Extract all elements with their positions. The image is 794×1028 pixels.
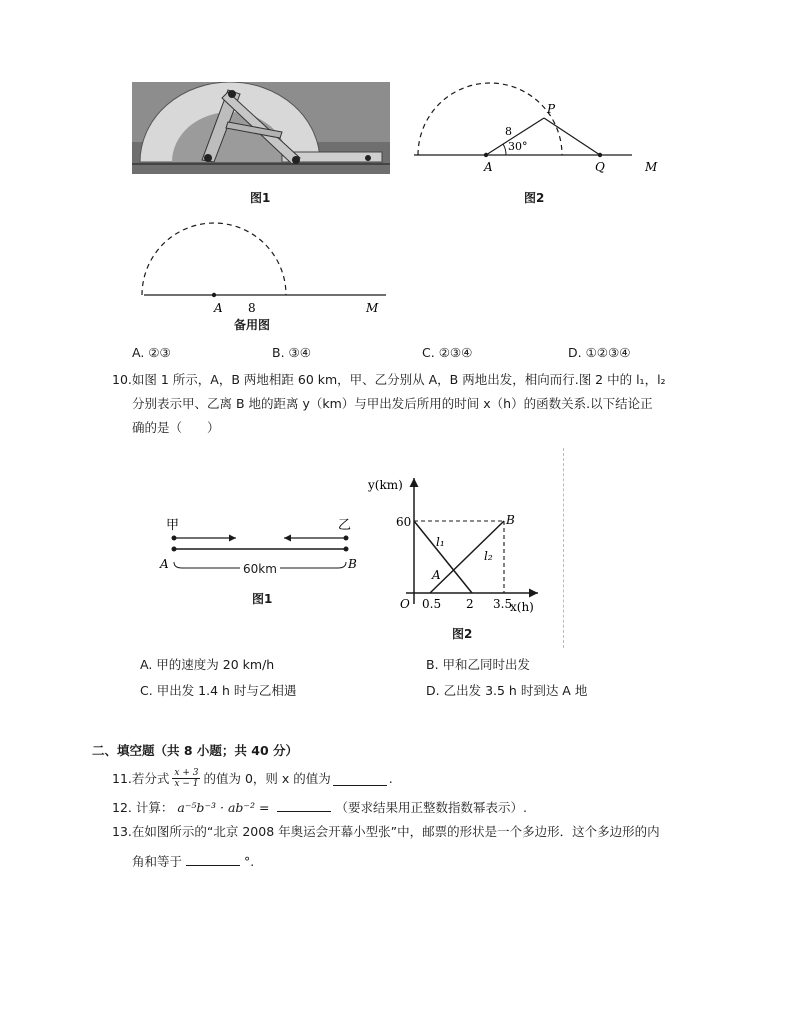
label-yi: 乙 xyxy=(338,518,352,533)
point-a xyxy=(484,153,488,157)
q10-option-d[interactable]: D. 乙出发 3.5 h 时到达 A 地 xyxy=(426,683,588,698)
dashed-semicircle xyxy=(142,223,286,295)
line-l2 xyxy=(430,521,504,593)
label-m: M xyxy=(645,160,658,174)
label-a: A xyxy=(160,557,169,571)
q11: 11. 若分式 $\frac{x + 3}{x - 1}$ 的值为 0，则 x 的值为 . xyxy=(112,767,393,789)
page-divider-dashed xyxy=(563,448,564,648)
fig1-caption: 图1 xyxy=(250,191,271,205)
fig2-diagram xyxy=(410,82,680,182)
dashed-semicircle xyxy=(418,83,562,155)
q13-answer-blank[interactable] xyxy=(186,851,240,866)
label-a: A xyxy=(484,160,493,174)
q13-line1: 13.在如图所示的“北京 2008 年奥运会开幕小型张”中，邮票的形状是一个多边形．这个多边形的内 xyxy=(112,824,660,839)
q10-option-c[interactable]: C. 甲出发 1.4 h 时与乙相遇 xyxy=(140,683,297,698)
q12: 12. 计算： a⁻⁵b⁻³ · ab⁻² = （要求结果用正整数指数幂表示）. xyxy=(112,797,527,816)
label-b: B xyxy=(348,557,357,571)
tick-3-5: 3.5 xyxy=(493,597,513,611)
fig2-caption: 图2 xyxy=(524,191,545,205)
q12-expression: a⁻⁵b⁻³ · ab⁻² = xyxy=(177,800,270,815)
q9-option-b[interactable]: B. ③④ xyxy=(272,345,311,360)
q9-option-a[interactable]: A. ②③ xyxy=(132,345,171,360)
dot-jia xyxy=(172,536,177,541)
q12-answer-blank[interactable] xyxy=(277,797,331,812)
origin-label: O xyxy=(400,597,410,611)
q10-text-line1: 10.如图 1 所示，A，B 两地相距 60 km，甲、乙分别从 A，B 两地出发，相向而行.图 2 中的 l₁，l₂ xyxy=(112,372,666,387)
label-jia: 甲 xyxy=(166,518,180,533)
q9-option-d[interactable]: D. ①②③④ xyxy=(568,345,631,360)
backup-diagram xyxy=(138,220,388,320)
q10-option-b[interactable]: B. 甲和乙同时出发 xyxy=(426,657,531,672)
label-8: 8 xyxy=(505,125,512,138)
label-p: P xyxy=(547,102,556,116)
fraction xyxy=(172,768,200,789)
line-l1 xyxy=(414,521,472,593)
label-q: Q xyxy=(595,160,605,174)
label-a: A xyxy=(432,568,441,582)
label-m: M xyxy=(366,301,379,315)
label-a: A xyxy=(214,301,223,315)
segment-pq xyxy=(544,118,600,155)
label-l1: l₁ xyxy=(436,535,445,549)
y-axis-label: y(km) xyxy=(368,478,403,492)
point-b xyxy=(344,547,349,552)
label-8: 8 xyxy=(248,301,256,315)
fraction-denominator: x − 1 xyxy=(174,778,199,789)
point-a xyxy=(172,547,177,552)
q11-answer-blank[interactable] xyxy=(333,771,387,786)
q10-text-line2: 分别表示甲、乙离 B 地的距离 y（km）与甲出发后所用的时间 x（h）的函数关系.以下结论正 xyxy=(132,396,653,411)
angle-arc xyxy=(503,144,506,155)
q13-line2: 角和等于 °. xyxy=(132,851,254,870)
fig1-photo xyxy=(132,82,390,174)
label-30deg: 30° xyxy=(508,140,528,153)
dot-yi xyxy=(344,536,349,541)
fraction-numerator: x + 3 xyxy=(174,767,199,778)
q10-fig1-distance: 60km xyxy=(240,562,280,576)
tick-0-5: 0.5 xyxy=(422,597,442,611)
tick-2: 2 xyxy=(466,597,474,611)
q9-option-c[interactable]: C. ②③④ xyxy=(422,345,473,360)
protractor-photo-illustration xyxy=(132,82,390,174)
tick-60: 60 xyxy=(396,515,412,529)
point-a xyxy=(212,293,216,297)
q10-fig2-graph xyxy=(362,470,562,620)
label-l2: l₂ xyxy=(484,549,493,563)
q10-text-line3: 确的是（ ） xyxy=(132,420,220,435)
q10-fig1-caption: 图1 xyxy=(252,592,273,606)
backup-caption: 备用图 xyxy=(234,318,271,332)
q10-option-a[interactable]: A. 甲的速度为 20 km/h xyxy=(140,657,275,672)
label-b: B xyxy=(506,513,515,527)
q10-fig2-caption: 图2 xyxy=(452,627,473,641)
x-axis-label: x(h) xyxy=(510,600,534,614)
point-q xyxy=(598,153,602,157)
section-title: 二、填空题（共 8 小题；共 40 分） xyxy=(92,743,299,758)
